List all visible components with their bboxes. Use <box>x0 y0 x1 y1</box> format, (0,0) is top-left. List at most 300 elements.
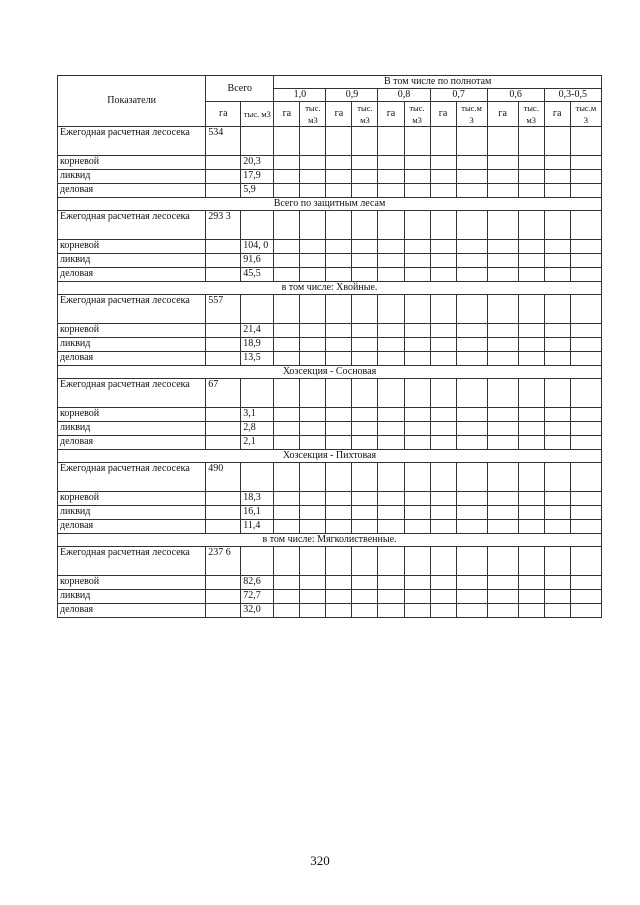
page-number: 320 <box>310 853 330 868</box>
empty-cell <box>378 240 404 254</box>
empty-cell <box>544 268 570 282</box>
total-ha-cell <box>206 506 241 520</box>
empty-cell <box>404 379 430 408</box>
empty-cell <box>300 184 326 198</box>
empty-cell <box>352 492 378 506</box>
empty-cell <box>456 547 487 576</box>
empty-cell <box>404 324 430 338</box>
total-ha-cell: 557 <box>206 295 241 324</box>
empty-cell <box>430 436 456 450</box>
empty-cell <box>378 492 404 506</box>
empty-cell <box>404 590 430 604</box>
total-ha-cell <box>206 352 241 366</box>
empty-cell <box>518 463 544 492</box>
header-ha: га <box>378 102 404 127</box>
table-row <box>58 295 602 324</box>
empty-cell <box>352 352 378 366</box>
table-row <box>58 576 602 590</box>
total-vol-cell: 2,8 <box>241 422 274 436</box>
empty-cell <box>570 170 601 184</box>
empty-cell <box>456 240 487 254</box>
empty-cell <box>404 463 430 492</box>
empty-cell <box>404 156 430 170</box>
table-row <box>58 547 602 576</box>
empty-cell <box>518 436 544 450</box>
row-label: Ежегодная расчетная лесосека <box>58 463 206 492</box>
empty-cell <box>300 463 326 492</box>
empty-cell <box>544 324 570 338</box>
empty-cell <box>456 295 487 324</box>
empty-cell <box>352 127 378 156</box>
empty-cell <box>378 156 404 170</box>
empty-cell <box>326 211 352 240</box>
empty-cell <box>404 547 430 576</box>
empty-cell <box>518 295 544 324</box>
empty-cell <box>487 520 518 534</box>
empty-cell <box>544 576 570 590</box>
empty-cell <box>430 506 456 520</box>
empty-cell <box>404 240 430 254</box>
empty-cell <box>352 268 378 282</box>
table-row <box>58 268 602 282</box>
empty-cell <box>300 590 326 604</box>
empty-cell <box>544 184 570 198</box>
empty-cell <box>487 547 518 576</box>
empty-cell <box>300 422 326 436</box>
empty-cell <box>570 506 601 520</box>
empty-cell <box>487 492 518 506</box>
empty-cell <box>456 156 487 170</box>
empty-cell <box>274 520 300 534</box>
header-unit: тыс. м3 <box>241 102 274 127</box>
total-vol-cell: 18,3 <box>241 492 274 506</box>
empty-cell <box>404 211 430 240</box>
empty-cell <box>378 422 404 436</box>
empty-cell <box>300 324 326 338</box>
empty-cell <box>300 170 326 184</box>
empty-cell <box>378 338 404 352</box>
empty-cell <box>544 492 570 506</box>
empty-cell <box>274 547 300 576</box>
empty-cell <box>487 408 518 422</box>
header-unit: тыс.м 3 <box>456 102 487 127</box>
empty-cell <box>570 436 601 450</box>
empty-cell <box>352 170 378 184</box>
empty-cell <box>326 268 352 282</box>
header-unit: тыс. м3 <box>518 102 544 127</box>
empty-cell <box>544 352 570 366</box>
empty-cell <box>487 127 518 156</box>
empty-cell <box>326 254 352 268</box>
table-row <box>58 240 602 254</box>
empty-cell <box>326 590 352 604</box>
total-ha-cell <box>206 240 241 254</box>
empty-cell <box>456 211 487 240</box>
empty-cell <box>544 547 570 576</box>
empty-cell <box>544 590 570 604</box>
empty-cell <box>300 604 326 618</box>
table-row <box>58 408 602 422</box>
empty-cell <box>352 338 378 352</box>
total-vol-cell: 2,1 <box>241 436 274 450</box>
empty-cell <box>274 156 300 170</box>
empty-cell <box>456 506 487 520</box>
empty-cell <box>430 338 456 352</box>
empty-cell <box>487 295 518 324</box>
empty-cell <box>378 379 404 408</box>
empty-cell <box>378 436 404 450</box>
empty-cell <box>544 604 570 618</box>
row-label: ликвид <box>58 590 206 604</box>
empty-cell <box>378 268 404 282</box>
empty-cell <box>487 156 518 170</box>
total-ha-cell <box>206 590 241 604</box>
empty-cell <box>378 576 404 590</box>
empty-cell <box>518 547 544 576</box>
row-label: Ежегодная расчетная лесосека <box>58 295 206 324</box>
empty-cell <box>274 422 300 436</box>
empty-cell <box>570 254 601 268</box>
table-row <box>58 184 602 198</box>
empty-cell <box>544 506 570 520</box>
empty-cell <box>352 604 378 618</box>
total-ha-cell <box>206 156 241 170</box>
row-label: Ежегодная расчетная лесосека <box>58 127 206 156</box>
section-header-row <box>58 534 602 547</box>
table-row <box>58 127 602 156</box>
row-label: Ежегодная расчетная лесосека <box>58 211 206 240</box>
total-ha-cell <box>206 170 241 184</box>
section-title: Всего по защитным лесам <box>58 198 602 211</box>
row-label: деловая <box>58 268 206 282</box>
empty-cell <box>274 590 300 604</box>
row-label: деловая <box>58 352 206 366</box>
row-label: ликвид <box>58 506 206 520</box>
empty-cell <box>300 211 326 240</box>
empty-cell <box>456 338 487 352</box>
empty-cell <box>456 254 487 268</box>
empty-cell <box>544 127 570 156</box>
empty-cell <box>378 520 404 534</box>
empty-cell <box>456 576 487 590</box>
empty-cell <box>404 170 430 184</box>
row-label: ликвид <box>58 338 206 352</box>
table-row <box>58 211 602 240</box>
empty-cell <box>456 604 487 618</box>
empty-cell <box>570 379 601 408</box>
empty-cell <box>352 590 378 604</box>
table-row <box>58 463 602 492</box>
empty-cell <box>352 463 378 492</box>
table-body <box>58 127 602 618</box>
row-label: ликвид <box>58 254 206 268</box>
total-vol-cell: 18,9 <box>241 338 274 352</box>
row-label: корневой <box>58 240 206 254</box>
empty-cell <box>378 211 404 240</box>
empty-cell <box>430 576 456 590</box>
header-unit: тыс. м3 <box>352 102 378 127</box>
empty-cell <box>544 254 570 268</box>
empty-cell <box>274 463 300 492</box>
empty-cell <box>404 184 430 198</box>
total-vol-cell: 91,6 <box>241 254 274 268</box>
empty-cell <box>487 379 518 408</box>
empty-cell <box>518 506 544 520</box>
empty-cell <box>430 324 456 338</box>
empty-cell <box>430 492 456 506</box>
total-vol-cell: 20,3 <box>241 156 274 170</box>
empty-cell <box>487 463 518 492</box>
empty-cell <box>378 463 404 492</box>
empty-cell <box>487 576 518 590</box>
empty-cell <box>274 240 300 254</box>
empty-cell <box>274 408 300 422</box>
total-vol-cell: 3,1 <box>241 408 274 422</box>
empty-cell <box>378 408 404 422</box>
total-ha-cell <box>206 408 241 422</box>
empty-cell <box>487 436 518 450</box>
row-label: корневой <box>58 156 206 170</box>
empty-cell <box>326 506 352 520</box>
empty-cell <box>326 295 352 324</box>
empty-cell <box>274 170 300 184</box>
total-ha-cell <box>206 520 241 534</box>
table-row <box>58 156 602 170</box>
empty-cell <box>544 240 570 254</box>
total-vol-cell <box>241 127 274 156</box>
empty-cell <box>404 492 430 506</box>
empty-cell <box>274 211 300 240</box>
empty-cell <box>326 492 352 506</box>
empty-cell <box>430 463 456 492</box>
empty-cell <box>518 240 544 254</box>
empty-cell <box>487 254 518 268</box>
empty-cell <box>430 295 456 324</box>
empty-cell <box>430 170 456 184</box>
empty-cell <box>274 324 300 338</box>
total-vol-cell: 17,9 <box>241 170 274 184</box>
empty-cell <box>326 604 352 618</box>
empty-cell <box>300 268 326 282</box>
row-label: корневой <box>58 492 206 506</box>
empty-cell <box>300 576 326 590</box>
table-row <box>58 492 602 506</box>
empty-cell <box>404 520 430 534</box>
empty-cell <box>456 463 487 492</box>
empty-cell <box>570 576 601 590</box>
empty-cell <box>300 379 326 408</box>
empty-cell <box>378 254 404 268</box>
empty-cell <box>430 352 456 366</box>
empty-cell <box>326 547 352 576</box>
total-ha-cell <box>206 184 241 198</box>
empty-cell <box>300 352 326 366</box>
header-density: 0,3-0,5 <box>544 89 601 102</box>
empty-cell <box>404 352 430 366</box>
empty-cell <box>456 268 487 282</box>
table-row <box>58 590 602 604</box>
table-row <box>58 254 602 268</box>
empty-cell <box>326 576 352 590</box>
empty-cell <box>378 127 404 156</box>
empty-cell <box>544 379 570 408</box>
empty-cell <box>326 520 352 534</box>
empty-cell <box>570 295 601 324</box>
empty-cell <box>570 408 601 422</box>
header-unit: тыс. м3 <box>404 102 430 127</box>
empty-cell <box>300 156 326 170</box>
empty-cell <box>544 422 570 436</box>
empty-cell <box>518 338 544 352</box>
header-ha: га <box>487 102 518 127</box>
empty-cell <box>456 408 487 422</box>
total-vol-cell <box>241 295 274 324</box>
empty-cell <box>430 547 456 576</box>
empty-cell <box>352 184 378 198</box>
empty-cell <box>404 436 430 450</box>
empty-cell <box>300 547 326 576</box>
empty-cell <box>518 211 544 240</box>
section-title: Хозсекция - Сосновая <box>58 366 602 379</box>
row-label: ликвид <box>58 170 206 184</box>
empty-cell <box>352 436 378 450</box>
empty-cell <box>274 338 300 352</box>
empty-cell <box>274 576 300 590</box>
empty-cell <box>570 604 601 618</box>
empty-cell <box>544 295 570 324</box>
total-ha-cell: 67 <box>206 379 241 408</box>
empty-cell <box>352 422 378 436</box>
row-label: деловая <box>58 604 206 618</box>
total-ha-cell <box>206 268 241 282</box>
table-row <box>58 520 602 534</box>
empty-cell <box>487 268 518 282</box>
empty-cell <box>544 463 570 492</box>
empty-cell <box>274 436 300 450</box>
total-vol-cell: 82,6 <box>241 576 274 590</box>
empty-cell <box>456 352 487 366</box>
row-label: корневой <box>58 324 206 338</box>
empty-cell <box>352 295 378 324</box>
total-vol-cell: 104, 0 <box>241 240 274 254</box>
empty-cell <box>544 211 570 240</box>
empty-cell <box>300 436 326 450</box>
table-row <box>58 436 602 450</box>
table-row <box>58 604 602 618</box>
empty-cell <box>274 127 300 156</box>
total-vol-cell: 13,5 <box>241 352 274 366</box>
row-label: ликвид <box>58 422 206 436</box>
empty-cell <box>352 211 378 240</box>
empty-cell <box>404 338 430 352</box>
empty-cell <box>274 492 300 506</box>
total-vol-cell: 11,4 <box>241 520 274 534</box>
empty-cell <box>430 422 456 436</box>
empty-cell <box>570 463 601 492</box>
table-row <box>58 506 602 520</box>
empty-cell <box>570 422 601 436</box>
empty-cell <box>430 156 456 170</box>
section-title: в том числе: Хвойные. <box>58 282 602 295</box>
empty-cell <box>487 604 518 618</box>
header-density: 0,6 <box>487 89 544 102</box>
empty-cell <box>274 506 300 520</box>
total-ha-cell <box>206 492 241 506</box>
empty-cell <box>404 576 430 590</box>
empty-cell <box>378 604 404 618</box>
empty-cell <box>544 170 570 184</box>
empty-cell <box>518 379 544 408</box>
empty-cell <box>518 408 544 422</box>
total-ha-cell: 534 <box>206 127 241 156</box>
empty-cell <box>544 338 570 352</box>
empty-cell <box>487 352 518 366</box>
empty-cell <box>518 352 544 366</box>
table-row <box>58 324 602 338</box>
empty-cell <box>274 379 300 408</box>
empty-cell <box>456 184 487 198</box>
empty-cell <box>518 422 544 436</box>
empty-cell <box>300 492 326 506</box>
total-ha-cell: 490 <box>206 463 241 492</box>
empty-cell <box>518 324 544 338</box>
empty-cell <box>487 184 518 198</box>
total-vol-cell <box>241 547 274 576</box>
empty-cell <box>326 463 352 492</box>
empty-cell <box>404 604 430 618</box>
empty-cell <box>274 254 300 268</box>
empty-cell <box>570 492 601 506</box>
total-ha-cell <box>206 254 241 268</box>
empty-cell <box>300 295 326 324</box>
row-label: деловая <box>58 184 206 198</box>
section-title: Хозсекция - Пихтовая <box>58 450 602 463</box>
empty-cell <box>404 127 430 156</box>
empty-cell <box>570 156 601 170</box>
empty-cell <box>430 240 456 254</box>
empty-cell <box>300 408 326 422</box>
empty-cell <box>430 268 456 282</box>
empty-cell <box>300 254 326 268</box>
empty-cell <box>456 492 487 506</box>
empty-cell <box>570 184 601 198</box>
empty-cell <box>456 324 487 338</box>
empty-cell <box>352 408 378 422</box>
total-ha-cell: 237 6 <box>206 547 241 576</box>
empty-cell <box>487 240 518 254</box>
empty-cell <box>274 184 300 198</box>
empty-cell <box>570 240 601 254</box>
total-ha-cell <box>206 422 241 436</box>
empty-cell <box>300 520 326 534</box>
empty-cell <box>378 352 404 366</box>
forest-cut-table <box>57 75 602 618</box>
empty-cell <box>378 184 404 198</box>
empty-cell <box>544 436 570 450</box>
empty-cell <box>326 338 352 352</box>
empty-cell <box>404 268 430 282</box>
row-label: корневой <box>58 576 206 590</box>
total-ha-cell <box>206 324 241 338</box>
total-vol-cell <box>241 463 274 492</box>
empty-cell <box>487 422 518 436</box>
section-header-row <box>58 450 602 463</box>
empty-cell <box>404 506 430 520</box>
header-ha: га <box>326 102 352 127</box>
section-header-row <box>58 282 602 295</box>
header-ha: га <box>274 102 300 127</box>
empty-cell <box>518 268 544 282</box>
